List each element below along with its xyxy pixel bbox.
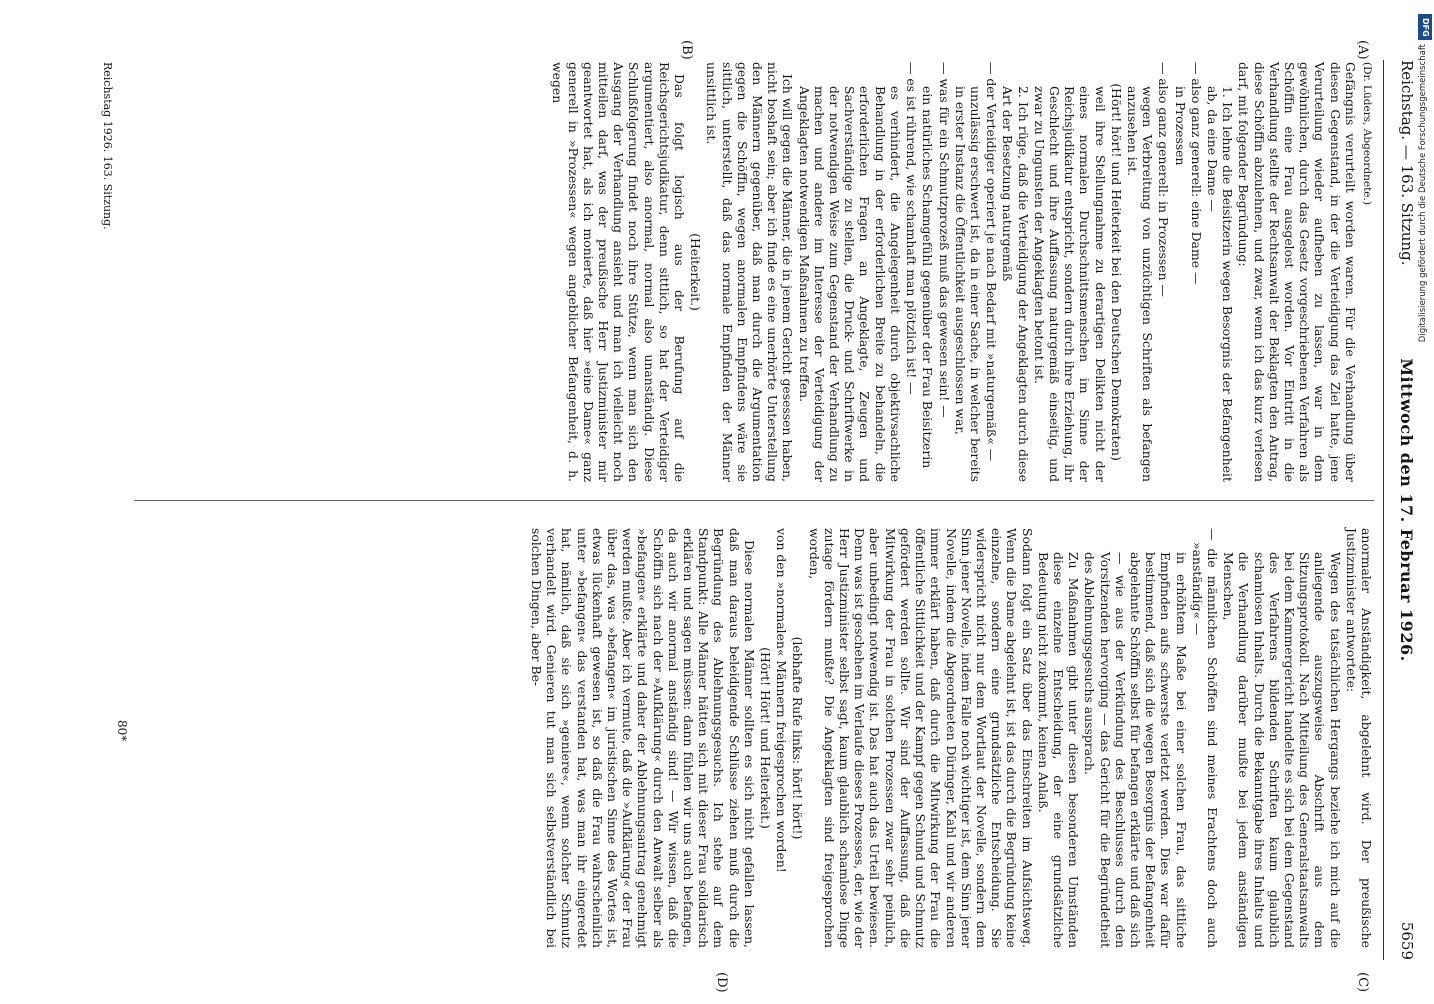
interjection: — also ganz generell: in Prozessen —	[1156, 62, 1172, 297]
paragraph: Sodann folgt ein Satz über das Einschreiten im Aufsichtsweg. Wenn die Dame abgelehnt ist, ist das durch die Begründung keine einzelne, sondern eine grundsätzliche Entscheidung. Sie widerspricht nicht nur dem Wortlaut der Novelle, sondern dem Sinn jener Novelle, indem Falle noch wichtiger ist, dem Sinn jener Novelle, indem die Abgeordneten Düringer, Kahl und wir anderen immer erklärt haben, daß durch die Mitwirkung der Frau die öffentliche Sittlichkeit und der Kampf gegen Schund und Schmutz gefördert werden sollte. Wir sind der Auffassung, daß die Mitwirkung der Frau in solchen Prozessen zwar sehr peinlich, aber unbedingt notwendig ist. Das hat auch das Urteil bewiesen. Denn was ist geschehen im Verlaufe dieses Prozesses, der, wie der Herr Justizminister selbst sagt, kaum glaublich schamlose Dinge zutage fördern mußte? Die Angeklagten sind freigesprochen worden,	[806, 528, 1035, 948]
paragraph: von den »normalen« Männern freigesprochen worden!	[774, 528, 790, 873]
quote-line: 1. Ich lehne die Beisitzerin wegen Besorgnis der Befangenheit ab, da eine Dame —	[1204, 86, 1236, 482]
dfg-watermark	[1418, 14, 1432, 1004]
quote-line: unzulässig erschwert ist, da in einer Sache, in welcher bereits in erster Instanz die Öffentlichkeit ausgeschlossen war,	[952, 86, 983, 482]
paragraph: Gefängnis verurteilt worden waren. Für die Verhandlung über diesen Gegenstand, in der die Verteidigung das Ziel hatte, jene Verurteilung wieder aufheben zu lassen, war in dem gewöhnlichen, durch das Gesetz vorgeschriebenen Verfahren als Schöffin eine Frau ausgelost worden. Vor Eintritt in die Verhandlung stellte der Rechtsanwalt der Beklagten den Antrag, diese Schöffin abzulehnen, und zwar, wenn ich das kurz verlesen darf, mit folgender Begründung:	[1236, 62, 1358, 482]
paragraph: anormaler Anständigkeit, abgelehnt wird. Der preußische Justizminister antwortete:	[1343, 528, 1374, 948]
reaction: (Hört! hört! und Heiterkeit bei den Deutschen Demokraten)	[1108, 83, 1124, 461]
paragraph: Das folgt logisch aus der Berufung auf die Reichsgerichtsjudikatur, denn sittlich, so hat der Verteidiger argumentiert, also anormal, normal also unanständig. Diese Schlußfolgerung findet noch ihre Stütze, wenn man sich den Ausgang der Verhandlung ansieht und man ich vielleicht noch mitteilen darf, was der preußische Herr Justizminister mir geantwortet hat, als ich monierte, daß hier »eine Dame« ganz generell in »Prozessen« wegen angeblicher Befangenheit, d. h. wegen	[550, 62, 688, 482]
sheet-number: 80*	[115, 720, 129, 742]
page-header	[1386, 60, 1416, 960]
margin-mark-a: (A)	[1355, 40, 1370, 60]
reaction: (Heiterkeit.)	[688, 233, 704, 311]
interjection: — der Verteidiger operiert je nach Bedarf mit »naturgemäß« —	[984, 62, 1000, 462]
margin-mark-d: (D)	[714, 972, 729, 993]
margin-mark-b: (B)	[679, 40, 694, 60]
interjection: — was für ein Schmutzprozeß muß das gewesen sein! —	[936, 62, 952, 418]
reaction: (Hört! Hört! und Heiterkeit.)	[758, 647, 774, 829]
quote-line: es verhindert, die Angelegenheit durch objektivsachliche Behandlung in der erforderlichen Breite zu behandeln, die erforderlichen Fragen an Angeklagte, Zeugen und Sachverständige zu stellen, die Druck- und Schriftwerke in der notwendigen Weise zum Gegenstand der Verhandlung zu machen und andere im Interesse der Verteidigung der Angeklagten notwendigen Maßnahmen zu treffen.	[796, 86, 903, 482]
footer-left: Reichstag 1926. 163. Sitzung.	[101, 62, 114, 230]
quote-line: 2. Ich rüge, daß die Verteidigung der Angeklagten durch diese Art der Besetzung naturgemäß	[1000, 86, 1031, 482]
header-rule	[1383, 60, 1384, 960]
dfg-logo-icon: DFG	[1418, 14, 1432, 40]
right-column	[528, 528, 1374, 948]
watermark-text: Digitalisierung gefördert durch die Deutsche Forschungsgemeinschaft	[1418, 44, 1428, 343]
interjection: — es ist rührend, wie schamhaft man plötzlich ist! —	[904, 62, 920, 395]
speaker-line: (Dr. Lüders, Abgeordnete.)	[1361, 62, 1373, 205]
reaction: (lebhafte Rufe links: hört! hört!)	[790, 636, 806, 840]
interjection: — also ganz generell: eine Dame —	[1188, 62, 1204, 285]
margin-mark-c: (C)	[1355, 972, 1370, 993]
quote-line: in erhöhtem Maße bei einer solchen Frau, das sittliche Empfinden aufs schwerste verletzt werden. Dies war dafür bestimmend, daß sich die wegen Besorgnis der Befangenheit abgelehnte Schöffin selbst für befangen erklärte und daß sich — wie aus der Verkündung des Beschlusses durch den Vorsitzenden hervorging — das Gericht für die Begründetheit des Ablehnungsgesuchs aussprach.	[1082, 552, 1189, 948]
left-column	[549, 62, 1374, 482]
column-divider	[134, 500, 1374, 501]
paragraph: Diese normalen Männer sollten es sich nicht gefallen lassen, daß man daraus beleidigende Schlüsse ziehen muß durch die Begründung des Ablehnungsgesuchs. Ich stehe auf dem Standpunkt: Alle Männer hätten sich mit dieser Frau solidarisch erklären und sagen müssen: dann fühlen wir uns auch befangen, da auch wir anormal anständig sind! — Wir wissen, daß die Schöffin sich nach der »Aufklärung« durch den Anwalt selber als »befangen« erklärte und daher der Ablehnungsantrag genehmigt werden mußte. Aber ich vermute, daß die »Aufklärung« der Frau über das, was »befangen« im juristischen Sinne des Wortes ist, etwas lückenhaft gewesen ist, so daß die Frau wahrscheinlich unter »befangen« das verstanden hat, was man ihr eingeredet hat, nämlich, daß sie sich »geniere«, wenn solcher Schmutz verhandelt wird. Genieren tut man sich selbstverständlich bei solchen Dingen, aber Be-	[529, 528, 757, 948]
quote-line: weil ihre Stellungnahme zu derartigen Delikten nicht der eines normalen Durchschnittsmenschen im Sinne der Reichsjudikatur entspricht, sondern durch ihre Erziehung, ihr Geschlecht und ihre Auffassung naturgemäß einseitig, und zwar zu Ungunsten der Angeklagten betont ist.	[1031, 86, 1108, 482]
header-left: Reichstag. — 163. Sitzung.	[1398, 60, 1416, 266]
header-page-number: 5659	[1398, 921, 1416, 960]
quote-line: Wegen des tatsächlichen Hergangs beziehe ich mich auf die anliegende auszugsweise Abschrift aus dem Sitzungsprotokoll. Nach Mitteilung des Generalstaatsanwalts bei dem Kammergericht handelte es sich bei dem Gegenstand des Verfahrens bildenden Schriften kaum glaublich schamlosen Inhalts. Durch die Bekanntgabe ihres Inhalts und die Verhandlung darüber mußte bei jedem anständigen Menschen,	[1221, 552, 1343, 948]
quote-line: ein natürliches Schamgefühl gegenüber der Frau Beisitzerin	[920, 86, 936, 469]
quote-line: Zu Maßnahmen gibt unter diesen besonderen Umständen diese einzelne Entscheidung, der eine grundsätzliche Bedeutung nicht zukommt, keinen Anlaß.	[1035, 552, 1082, 948]
header-date: Mittwoch den 17. Februar 1926.	[1397, 358, 1416, 662]
quote-line: in Prozessen	[1172, 86, 1188, 166]
quote-line: wegen Verbreitung von unzüchtigen Schriften als befangen anzusehen ist.	[1124, 86, 1156, 482]
paragraph: Ich will gegen die Männer, die in jenem Gericht gesessen haben, nicht boshaft sein; aber ich finde es eine unerhörte Unterstellung den Männern gegenüber, daß man durch die Argumentation gegen die Schöffin, wegen anormalen Empfindens wäre sie sittlich, unterstellt, daß das normale Empfinden der Männer unsittlich ist.	[704, 62, 796, 482]
interjection: — die männlichen Schöffen sind meines Erachtens doch auch »anständig« —	[1189, 528, 1220, 948]
